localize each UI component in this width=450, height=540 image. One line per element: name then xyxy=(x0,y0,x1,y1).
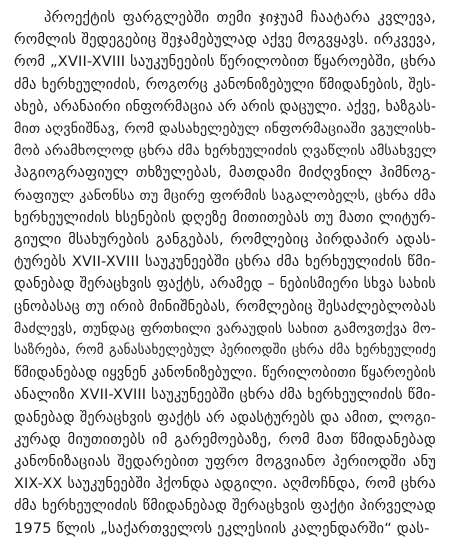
text-line: გიული მსახურების განგებას, რომლებიც პირდაპირ ადას- xyxy=(14,231,436,249)
text-line: წმიდანებად იყვნენ კანონიზებული. წერილობითი წყაროების xyxy=(14,365,436,382)
text-line: 1975 წლის „საქართველოს ეკლესიის კალენდარში“ დას- xyxy=(14,519,430,537)
text-line: ანალიზი XVII-XVIII საუკუნეებში ცხრა ძმა ხერხეულიძის წმი- xyxy=(14,387,436,404)
text-line: ტურებს XVII-XVIII საუკუნეებში ცხრა ძმა ხერხეულიძის წმი- xyxy=(14,253,436,271)
text-line: რაფიულ კანონსა თუ მცირე ფორმის საგალობელს, ცხრა ძმა xyxy=(14,187,436,204)
text-line: მობ არამხოლოდ ცხრა ძმა ხერხეულიძის ღვაწლის ამსახველ xyxy=(14,143,437,160)
text-line: ხერხეულიძის ხსენების დღეზე მითითებას თუ მათი ლიტურ- xyxy=(14,209,436,226)
text-line: კურად მიუთითებს იმ გარემოებაზე, რომ მათ წმიდანებად xyxy=(14,430,436,448)
text-line: XIX-XX საუკუნეებში ჰქონდა ადგილი. აღმოჩნდა, რომ ცხრა xyxy=(14,476,436,493)
text-line: მით აღვნიშნავ, რომ დასახელებულ ინფორმაციაში ვგულისხ- xyxy=(14,121,436,138)
text-line: ცნობასაც თუ ირიბ მინიშნებას, რომლებიც შესაძლებლობას xyxy=(14,298,436,315)
text-line: საზრება, რომ განასახელებულ პერიოდში ცხრა ძმა ხერხეულიძე xyxy=(14,343,436,359)
text-line: ძმა ხერხეულიძის, როგორც კანონიზებული წმიდანების, შეს- xyxy=(14,76,436,93)
text-line: კანონიზაციას შედარებით უფრო მოგვიანო პერიოდში ანუ xyxy=(14,453,436,471)
text-line: პროექტის ფარგლებში თემი ჯიჯუამ ჩაატარა კვლევა, xyxy=(44,9,436,26)
text-line: ახებ, არანაირი ინფორმაცია არ არის დაცული. აქვე, ხაზგას- xyxy=(14,98,437,115)
text-line: დანებად შერაცხვის ფაქტს, არამედ – ნებისმიერი სხვა სახის xyxy=(14,276,436,293)
text-line: რომ „XVII-XVIII საუკუნეების წერილობით წყაროებში, ცხრა xyxy=(14,53,436,71)
text-line: დანებად შერაცხვის ფაქტს არ ადასტურებს და ამით, ლოგი- xyxy=(14,409,436,426)
text-line: ძმა ხერხეულიძის წმიდანებად შერაცხვის ფაქტი პირველად xyxy=(14,498,436,515)
body-paragraph xyxy=(14,7,436,540)
text-line: რომლის შედეგებიც შეჯამებულად აქვე მოგვყავს. ირკვევა, xyxy=(14,31,436,49)
text-line: მაძლევს, თუნდაც ფრთხილი ვარაუდის სახით გამოვთქვა მო- xyxy=(14,320,436,337)
text-line: ჰაგიოგრაფიულ თხზულებას, მათდამი მიძღვნილ ჰიმნოგ- xyxy=(14,164,436,182)
